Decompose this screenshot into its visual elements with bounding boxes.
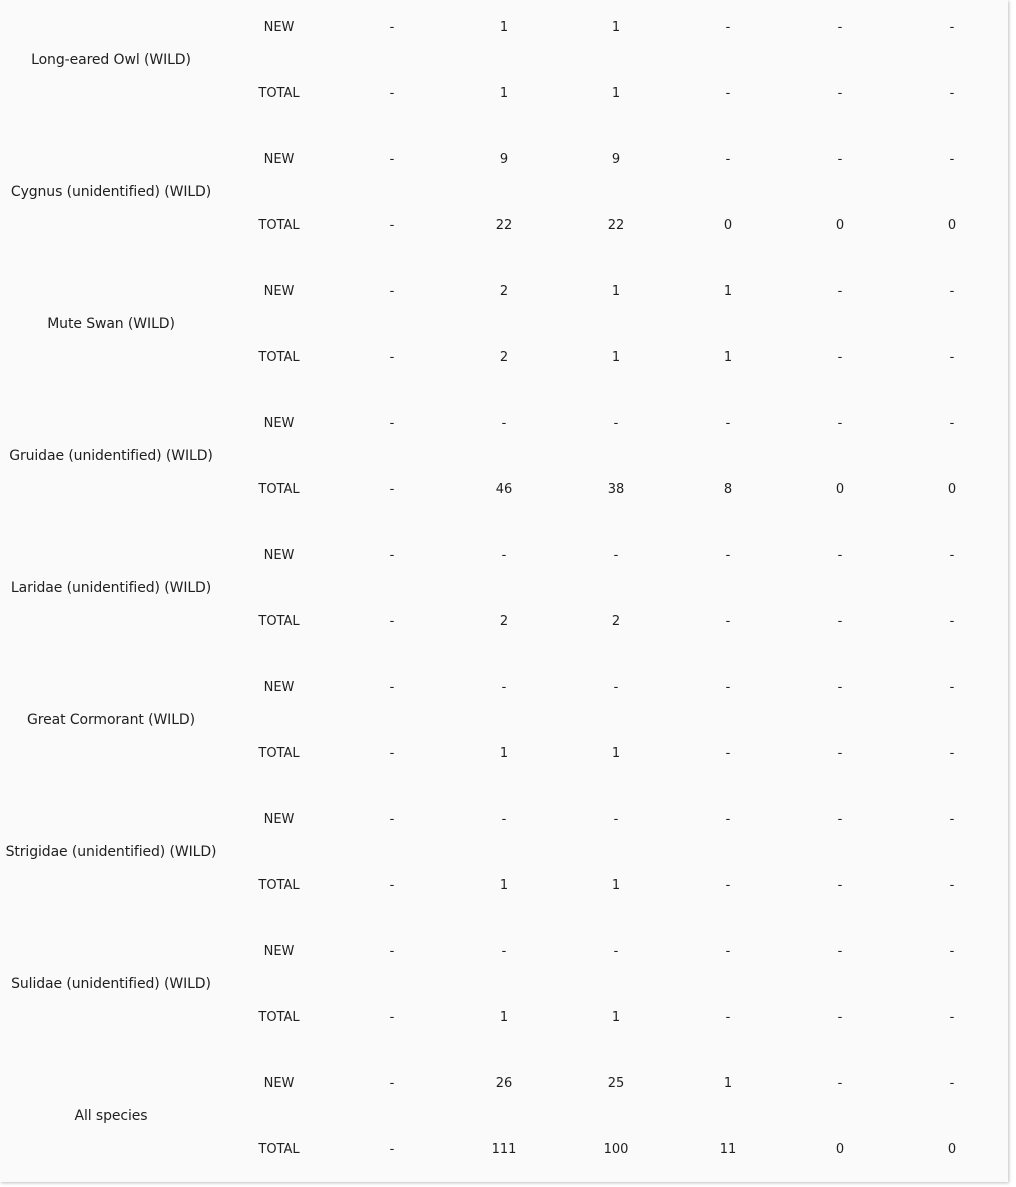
row-type-label: TOTAL	[258, 613, 300, 629]
count-cell: 111	[491, 1141, 517, 1157]
count-cell: 9	[611, 151, 621, 167]
count-cell: -	[949, 151, 955, 167]
count-cell: -	[725, 679, 731, 695]
row-type-label: NEW	[263, 547, 295, 563]
table-row-new	[0, 1050, 1008, 1116]
table-row-new	[0, 522, 1008, 588]
species-name: Mute Swan (WILD)	[47, 316, 175, 332]
row-type-label: NEW	[263, 811, 295, 827]
count-cell: -	[389, 1141, 395, 1157]
count-cell: -	[949, 811, 955, 827]
species-name: Long-eared Owl (WILD)	[31, 52, 191, 68]
count-cell: -	[837, 85, 843, 101]
count-cell: 22	[495, 217, 513, 233]
count-cell: -	[389, 811, 395, 827]
table-row-new	[0, 654, 1008, 720]
count-cell: -	[725, 745, 731, 761]
count-cell: 1	[611, 349, 621, 365]
count-cell: 1	[499, 745, 509, 761]
row-type-label: TOTAL	[258, 745, 300, 761]
count-cell: -	[949, 943, 955, 959]
count-cell: 1	[723, 283, 733, 299]
count-cell: -	[949, 283, 955, 299]
count-cell: -	[389, 1009, 395, 1025]
table-row-new	[0, 390, 1008, 456]
table-row-new	[0, 918, 1008, 984]
count-cell: 0	[947, 481, 957, 497]
count-cell: -	[725, 811, 731, 827]
count-cell: 100	[603, 1141, 629, 1157]
count-cell: 22	[607, 217, 625, 233]
count-cell: 38	[607, 481, 625, 497]
row-type-label: NEW	[263, 283, 295, 299]
count-cell: -	[949, 547, 955, 563]
count-cell: -	[389, 415, 395, 431]
count-cell: -	[389, 349, 395, 365]
count-cell: -	[613, 415, 619, 431]
count-cell: -	[389, 613, 395, 629]
species-name: All species	[74, 1108, 148, 1124]
row-type-label: TOTAL	[258, 349, 300, 365]
row-type-label: TOTAL	[258, 1141, 300, 1157]
count-cell: -	[837, 811, 843, 827]
row-type-label: NEW	[263, 415, 295, 431]
count-cell: -	[389, 943, 395, 959]
species-name: Cygnus (unidentified) (WILD)	[10, 184, 212, 200]
count-cell: 0	[835, 1141, 845, 1157]
count-cell: -	[837, 1009, 843, 1025]
count-cell: 2	[611, 613, 621, 629]
count-cell: 0	[835, 217, 845, 233]
count-cell: 1	[499, 1009, 509, 1025]
count-cell: -	[837, 745, 843, 761]
row-type-label: NEW	[263, 679, 295, 695]
count-cell: -	[389, 679, 395, 695]
count-cell: -	[389, 481, 395, 497]
row-type-label: TOTAL	[258, 85, 300, 101]
count-cell: -	[949, 1075, 955, 1091]
count-cell: -	[949, 877, 955, 893]
row-type-label: NEW	[263, 151, 295, 167]
count-cell: -	[949, 85, 955, 101]
count-cell: -	[949, 1009, 955, 1025]
count-cell: -	[389, 283, 395, 299]
count-cell: -	[837, 877, 843, 893]
species-name: Great Cormorant (WILD)	[27, 712, 195, 728]
count-cell: 1	[499, 877, 509, 893]
count-cell: -	[389, 85, 395, 101]
table-row-new	[0, 126, 1008, 192]
count-cell: 8	[723, 481, 733, 497]
count-cell: -	[389, 745, 395, 761]
table-row-new	[0, 0, 1008, 60]
count-cell: 1	[611, 877, 621, 893]
count-cell: 2	[499, 283, 509, 299]
count-cell: 1	[499, 85, 509, 101]
count-cell: 1	[611, 283, 621, 299]
table-row-new	[0, 258, 1008, 324]
count-cell: -	[837, 415, 843, 431]
count-cell: 1	[611, 1009, 621, 1025]
row-type-label: NEW	[263, 943, 295, 959]
count-cell: -	[837, 547, 843, 563]
table-row-new	[0, 786, 1008, 852]
count-cell: -	[837, 349, 843, 365]
row-type-label: NEW	[263, 1075, 295, 1091]
count-cell: 2	[499, 613, 509, 629]
count-cell: -	[949, 745, 955, 761]
count-cell: -	[725, 1009, 731, 1025]
count-cell: -	[613, 811, 619, 827]
count-cell: 46	[495, 481, 513, 497]
count-cell: -	[837, 679, 843, 695]
count-cell: -	[949, 19, 955, 35]
species-name: Laridae (unidentified) (WILD)	[10, 580, 212, 596]
count-cell: 0	[947, 1141, 957, 1157]
count-cell: -	[501, 679, 507, 695]
count-cell: -	[725, 943, 731, 959]
count-cell: -	[501, 547, 507, 563]
row-type-label: TOTAL	[258, 217, 300, 233]
count-cell: 1	[723, 349, 733, 365]
count-cell: -	[949, 679, 955, 695]
count-cell: 0	[947, 217, 957, 233]
count-cell: 2	[499, 349, 509, 365]
count-cell: -	[837, 943, 843, 959]
count-cell: 25	[607, 1075, 625, 1091]
count-cell: 1	[723, 1075, 733, 1091]
count-cell: -	[389, 217, 395, 233]
count-cell: -	[725, 19, 731, 35]
count-cell: -	[613, 547, 619, 563]
count-cell: -	[389, 19, 395, 35]
species-name: Gruidae (unidentified) (WILD)	[9, 448, 213, 464]
count-cell: 9	[499, 151, 509, 167]
count-cell: -	[501, 811, 507, 827]
count-cell: -	[389, 547, 395, 563]
species-name: Strigidae (unidentified) (WILD)	[5, 844, 217, 860]
count-cell: -	[725, 877, 731, 893]
count-cell: 1	[611, 85, 621, 101]
count-cell: -	[837, 613, 843, 629]
count-cell: -	[837, 1075, 843, 1091]
count-cell: -	[501, 943, 507, 959]
species-name: Sulidae (unidentified) (WILD)	[11, 976, 211, 992]
count-cell: 26	[495, 1075, 513, 1091]
count-cell: -	[725, 613, 731, 629]
count-cell: -	[837, 151, 843, 167]
count-cell: -	[725, 415, 731, 431]
count-cell: 11	[719, 1141, 737, 1157]
count-cell: -	[949, 415, 955, 431]
count-cell: 1	[611, 19, 621, 35]
row-type-label: TOTAL	[258, 1009, 300, 1025]
count-cell: -	[949, 613, 955, 629]
count-cell: -	[837, 19, 843, 35]
count-cell: 1	[499, 19, 509, 35]
count-cell: -	[613, 679, 619, 695]
count-cell: -	[613, 943, 619, 959]
row-type-label: TOTAL	[258, 481, 300, 497]
count-cell: 0	[835, 481, 845, 497]
count-cell: -	[837, 283, 843, 299]
count-cell: -	[389, 1075, 395, 1091]
count-cell: -	[725, 547, 731, 563]
count-cell: -	[389, 877, 395, 893]
count-cell: -	[501, 415, 507, 431]
count-cell: -	[949, 349, 955, 365]
row-type-label: NEW	[263, 19, 295, 35]
row-type-label: TOTAL	[258, 877, 300, 893]
count-cell: -	[389, 151, 395, 167]
count-cell: -	[725, 151, 731, 167]
count-cell: -	[725, 85, 731, 101]
count-cell: 0	[723, 217, 733, 233]
count-cell: 1	[611, 745, 621, 761]
